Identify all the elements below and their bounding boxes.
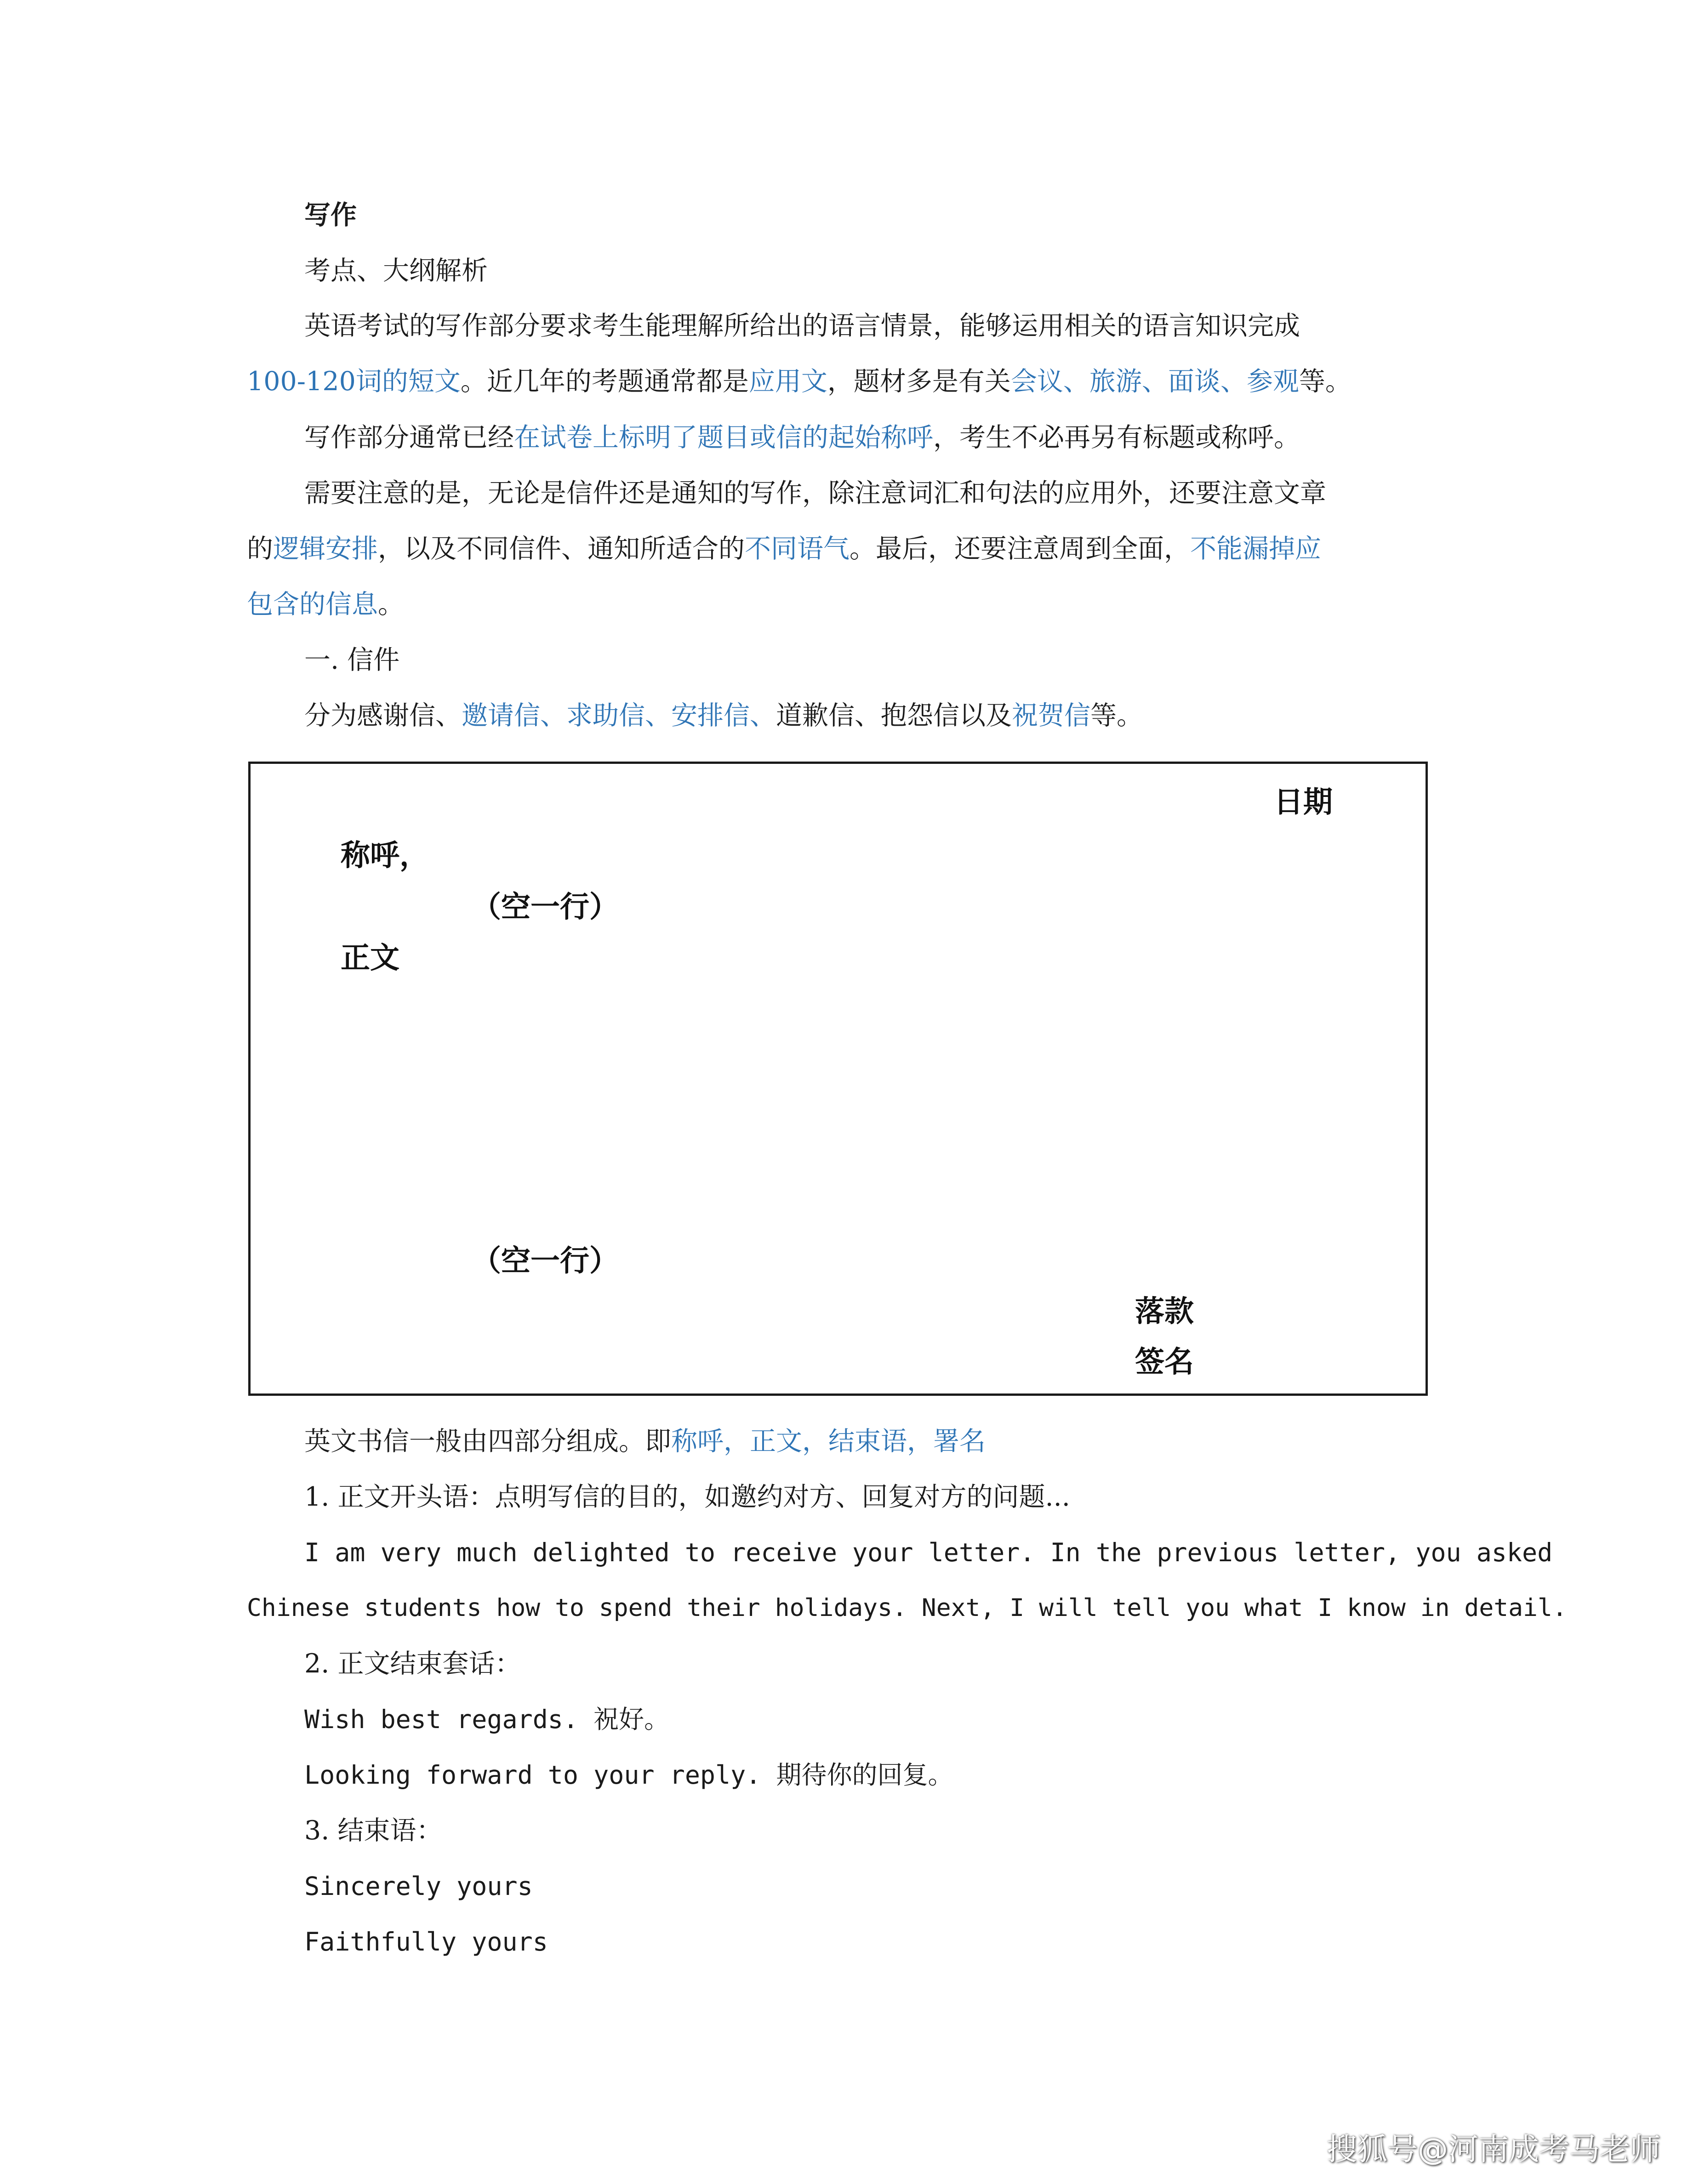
plain-text: ，考生不必再另有标题或称呼。 [933, 422, 1300, 453]
highlight-text: 不能漏掉应 [1190, 534, 1321, 564]
body-label: 正文 [341, 941, 399, 975]
plain-text: 道歉信、抱怨信以及 [776, 700, 1012, 731]
plain-text: 。近几年的考题通常都是 [460, 366, 749, 397]
highlight-text: 应用文 [748, 366, 827, 397]
example-closing-1: Wish best regards. 祝好。 [304, 1705, 670, 1734]
signature-label: 签名 [1135, 1345, 1194, 1379]
highlight-text: 祝贺信 [1012, 700, 1090, 731]
letter-types [304, 699, 1143, 732]
letter-composition [304, 1425, 986, 1458]
paragraph-1-line-2 [247, 365, 1352, 398]
plain-text: ，题材多是有关 [827, 366, 1011, 397]
closing-example-2: Faithfully yours [304, 1927, 548, 1956]
plain-text: 。最后，还要注意周到全面， [850, 534, 1190, 564]
plain-text: 的 [247, 534, 273, 564]
subheading: 考点、大纲解析 [304, 256, 488, 286]
item-3: 3. 结束语： [304, 1815, 443, 1846]
highlight-text: 邀请信、求助信、安排信、 [462, 700, 776, 731]
item-1: 1. 正文开头语：点明写信的目的，如邀约对方、回复对方的问题... [304, 1482, 1070, 1512]
section-heading: 写作 [304, 199, 357, 230]
highlight-text: 包含的信息 [247, 589, 378, 620]
date-label: 日期 [1274, 785, 1333, 819]
plain-text: ，以及不同信件、通知所适合的 [378, 534, 745, 564]
blank-line-label: （空一行） [472, 890, 619, 924]
paragraph-1-line-1: 英语考试的写作部分要求考生能理解所给出的语言情景，能够运用相关的语言知识完成 [304, 311, 1300, 341]
section-letters-heading: 一. 信件 [304, 645, 400, 675]
plain-text: 。 [378, 589, 404, 620]
item-2: 2. 正文结束套话： [304, 1649, 521, 1679]
plain-text: 英文书信一般由四部分组成。即 [304, 1426, 671, 1456]
example-line-2: Chinese students how to spend their holidays. Next, I will tell you what I know in detail. [247, 1594, 1567, 1622]
blank-line-label: （空一行） [472, 1244, 619, 1278]
salutation-label: 称呼， [341, 839, 429, 873]
plain-text: 等。 [1299, 366, 1352, 397]
example-closing-2: Looking forward to your reply. 期待你的回复。 [304, 1760, 953, 1790]
example-line-1: I am very much delighted to receive your letter. In the previous letter, you asked [304, 1538, 1553, 1567]
closing-example-1: Sincerely yours [304, 1871, 533, 1901]
plain-text: 分为感谢信、 [304, 700, 462, 731]
plain-text: 写作部分通常已经 [304, 422, 514, 453]
paragraph-3-line-1: 需要注意的是，无论是信件还是通知的写作，除注意词汇和句法的应用外，还要注意文章 [304, 478, 1326, 508]
highlight-text: 会议、旅游、面谈、参观 [1010, 366, 1299, 397]
highlight-text: 称呼，正文，结束语，署名 [671, 1426, 986, 1456]
highlight-text: 不同语气 [745, 534, 850, 564]
paragraph-2 [304, 421, 1300, 454]
paragraph-3-line-3 [247, 588, 404, 621]
highlight-text: 100-120词的短文 [247, 366, 461, 397]
highlight-text: 在试卷上标明了题目或信的起始称呼 [514, 422, 933, 453]
plain-text: 等。 [1090, 700, 1143, 731]
highlight-text: 逻辑安排 [273, 534, 378, 564]
letter-format-diagram [248, 762, 1428, 1396]
paragraph-3-line-2 [247, 532, 1321, 565]
watermark: 搜狐号@河南成考马老师 [1327, 2132, 1660, 2167]
closing-label: 落款 [1135, 1295, 1194, 1329]
